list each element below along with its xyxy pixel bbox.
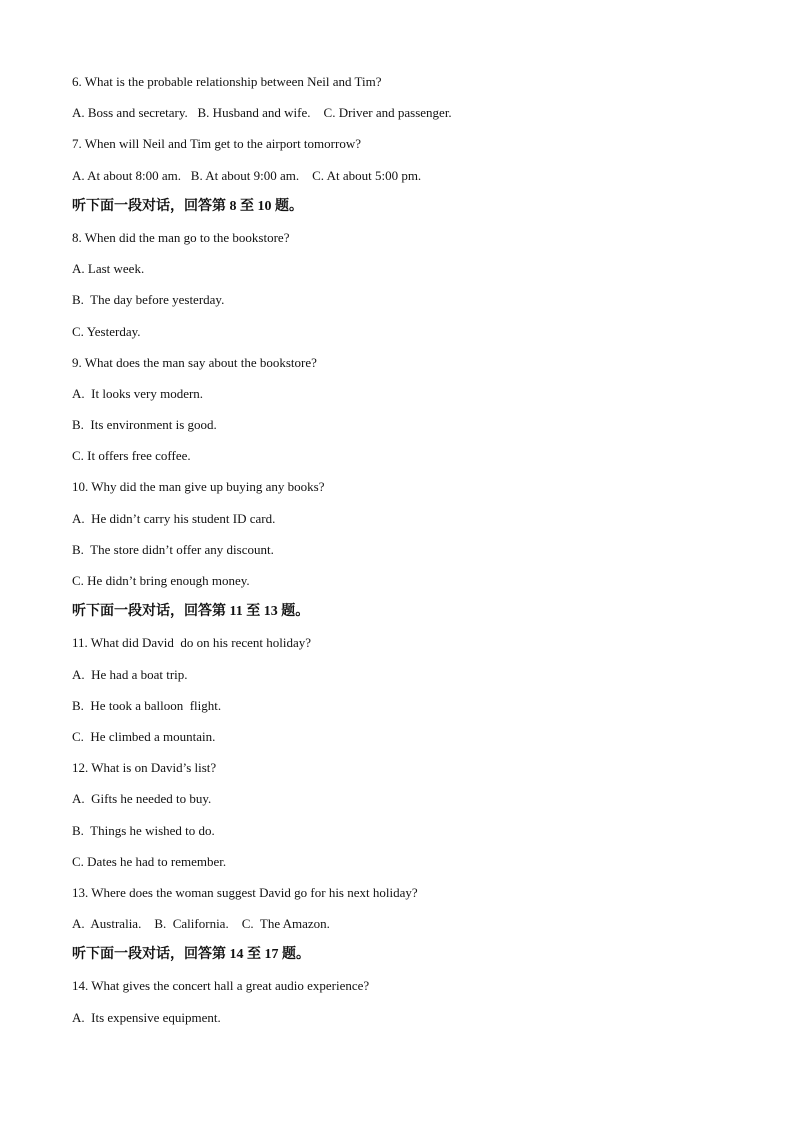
question-8: 8. When did the man go to the bookstore? bbox=[72, 229, 290, 245]
question-8-option-c: C. Yesterday. bbox=[72, 323, 141, 339]
question-12-option-a: A. Gifts he needed to buy. bbox=[72, 791, 212, 807]
question-14: 14. What gives the concert hall a great audio experience? bbox=[72, 978, 370, 994]
document-page bbox=[72, 66, 732, 1033]
question-10-option-b: B. The store didn’t offer any discount. bbox=[72, 541, 274, 557]
question-12-option-c: C. Dates he had to remember. bbox=[72, 853, 227, 869]
question-7: 7. When will Neil and Tim get to the airport tomorrow? bbox=[72, 136, 361, 152]
question-10-option-a: A. He didn’t carry his student ID card. bbox=[72, 510, 276, 526]
question-13-options: A. Australia. B. California. C. The Amazon. bbox=[72, 916, 330, 932]
question-8-option-a: A. Last week. bbox=[72, 261, 145, 277]
question-7-options: A. At about 8:00 am. B. At about 9:00 am. C. At about 5:00 pm. bbox=[72, 167, 422, 183]
question-11-option-b: B. He took a balloon flight. bbox=[72, 697, 222, 713]
question-13: 13. Where does the woman suggest David go for his next holiday? bbox=[72, 884, 418, 900]
question-9-option-a: A. It looks very modern. bbox=[72, 385, 204, 401]
question-9-option-c: C. It offers free coffee. bbox=[72, 448, 191, 464]
question-6-options: A. Boss and secretary. B. Husband and wife. C. Driver and passenger. bbox=[72, 105, 452, 121]
question-8-option-b: B. The day before yesterday. bbox=[72, 292, 225, 308]
question-11: 11. What did David do on his recent holiday? bbox=[72, 635, 312, 651]
question-9-option-b: B. Its environment is good. bbox=[72, 417, 217, 433]
question-12-option-b: B. Things he wished to do. bbox=[72, 822, 215, 838]
section-heading-14-17: 听下面一段对话，回答第 14 至 17 题。 bbox=[72, 947, 310, 963]
question-12: 12. What is on David’s list? bbox=[72, 760, 217, 776]
question-14-option-a: A. Its expensive equipment. bbox=[72, 1009, 221, 1025]
question-6: 6. What is the probable relationship between Neil and Tim? bbox=[72, 74, 382, 89]
question-11-option-a: A. He had a boat trip. bbox=[72, 666, 188, 682]
question-11-option-c: C. He climbed a mountain. bbox=[72, 728, 216, 744]
question-9: 9. What does the man say about the bookstore? bbox=[72, 354, 317, 370]
section-heading-8-10: 听下面一段对话，回答第 8 至 10 题。 bbox=[72, 198, 303, 214]
section-heading-11-13: 听下面一段对话，回答第 11 至 13 题。 bbox=[72, 604, 310, 620]
question-10-option-c: C. He didn’t bring enough money. bbox=[72, 573, 250, 588]
question-10: 10. Why did the man give up buying any books? bbox=[72, 479, 325, 495]
